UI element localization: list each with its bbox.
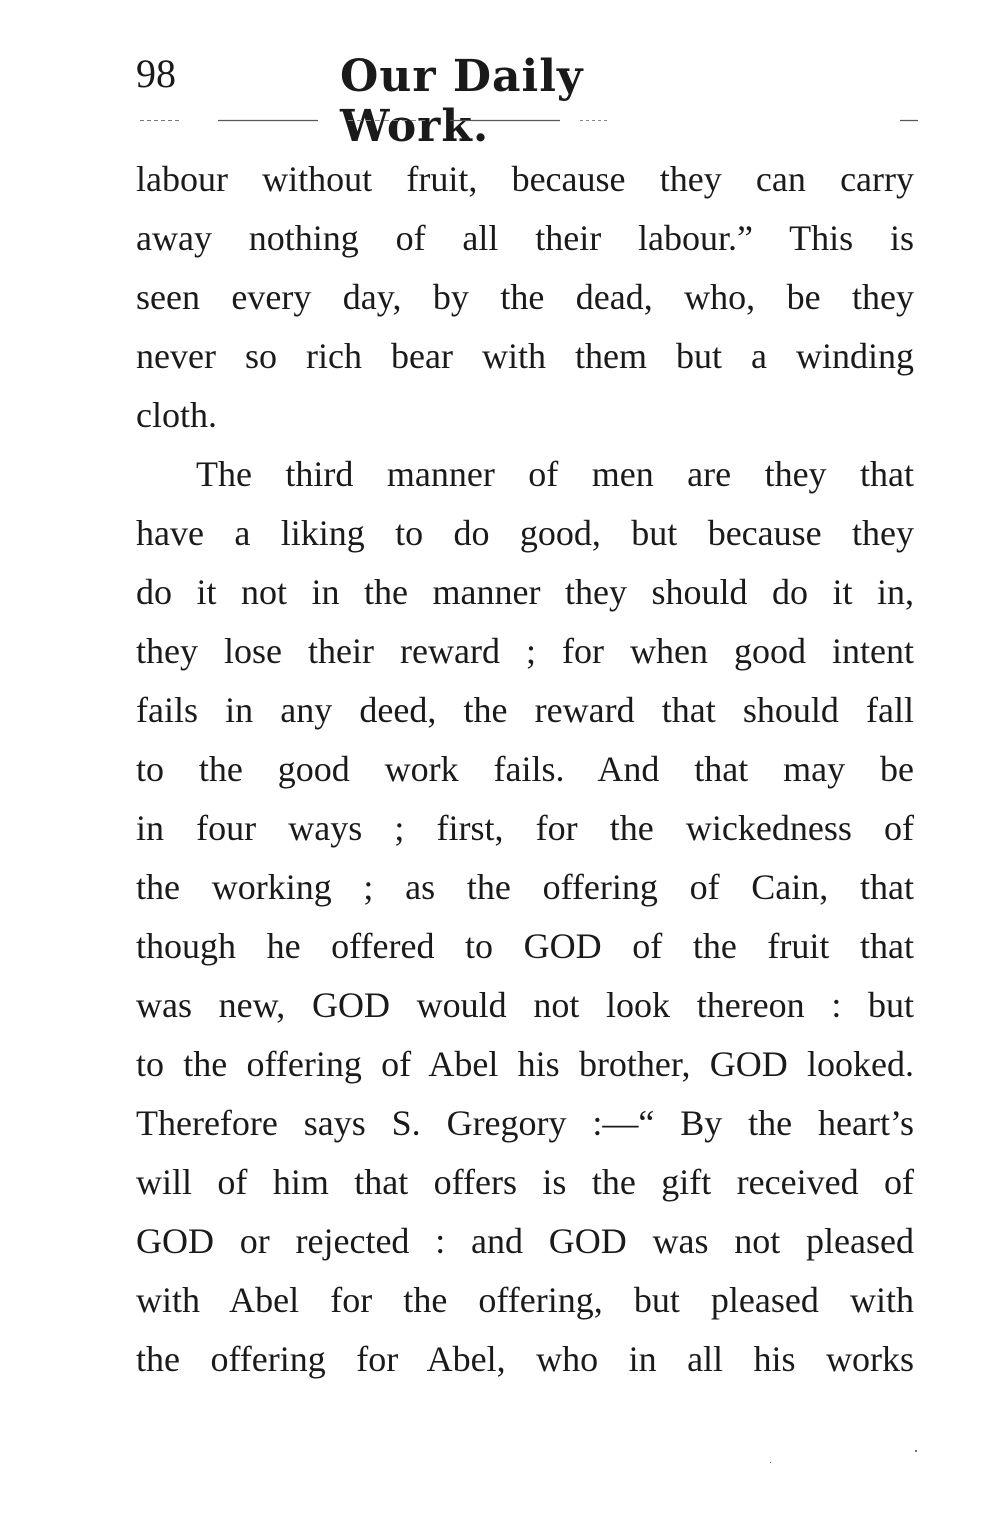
text-line: do it not in the manner they should do it in, <box>136 572 914 612</box>
text-line: GOD or rejected : and GOD was not pleased <box>136 1221 914 1261</box>
text-line: cloth. <box>136 395 217 435</box>
text-line: labour without fruit, because they can carry <box>136 159 914 199</box>
running-head: Our Daily Work. <box>340 51 584 152</box>
text-line: The third manner of men are they that <box>196 454 914 494</box>
print-speck <box>770 1462 771 1463</box>
text-line: will of him that offers is the gift received of <box>136 1162 914 1202</box>
text-line: the offering for Abel, who in all his works <box>136 1339 914 1379</box>
print-speck <box>915 1450 917 1452</box>
text-line: was new, GOD would not look thereon : but <box>136 985 914 1025</box>
text-line: though he offered to GOD of the fruit that <box>136 926 914 966</box>
text-line: the working ; as the offering of Cain, that <box>136 867 914 907</box>
body-text <box>136 150 914 1389</box>
text-line: fails in any deed, the reward that should fall <box>136 690 914 730</box>
text-line: away nothing of all their labour.” This is <box>136 218 914 258</box>
text-line: never so rich bear with them but a winding <box>136 336 914 376</box>
text-line: they lose their reward ; for when good intent <box>136 631 914 671</box>
paragraph-2 <box>136 445 914 1389</box>
text-line: seen every day, by the dead, who, be they <box>136 277 914 317</box>
text-line: have a liking to do good, but because they <box>136 513 914 553</box>
text-line: with Abel for the offering, but pleased with <box>136 1280 914 1320</box>
page-number: 98 <box>136 51 176 96</box>
text-line: in four ways ; first, for the wickedness of <box>136 808 914 848</box>
text-line: Therefore says S. Gregory :—“ By the heart’s <box>136 1103 914 1143</box>
paragraph-1 <box>136 150 914 445</box>
text-line: to the good work fails. And that may be <box>136 749 914 789</box>
text-line: to the offering of Abel his brother, GOD looked. <box>136 1044 914 1084</box>
header-rule <box>140 119 918 122</box>
